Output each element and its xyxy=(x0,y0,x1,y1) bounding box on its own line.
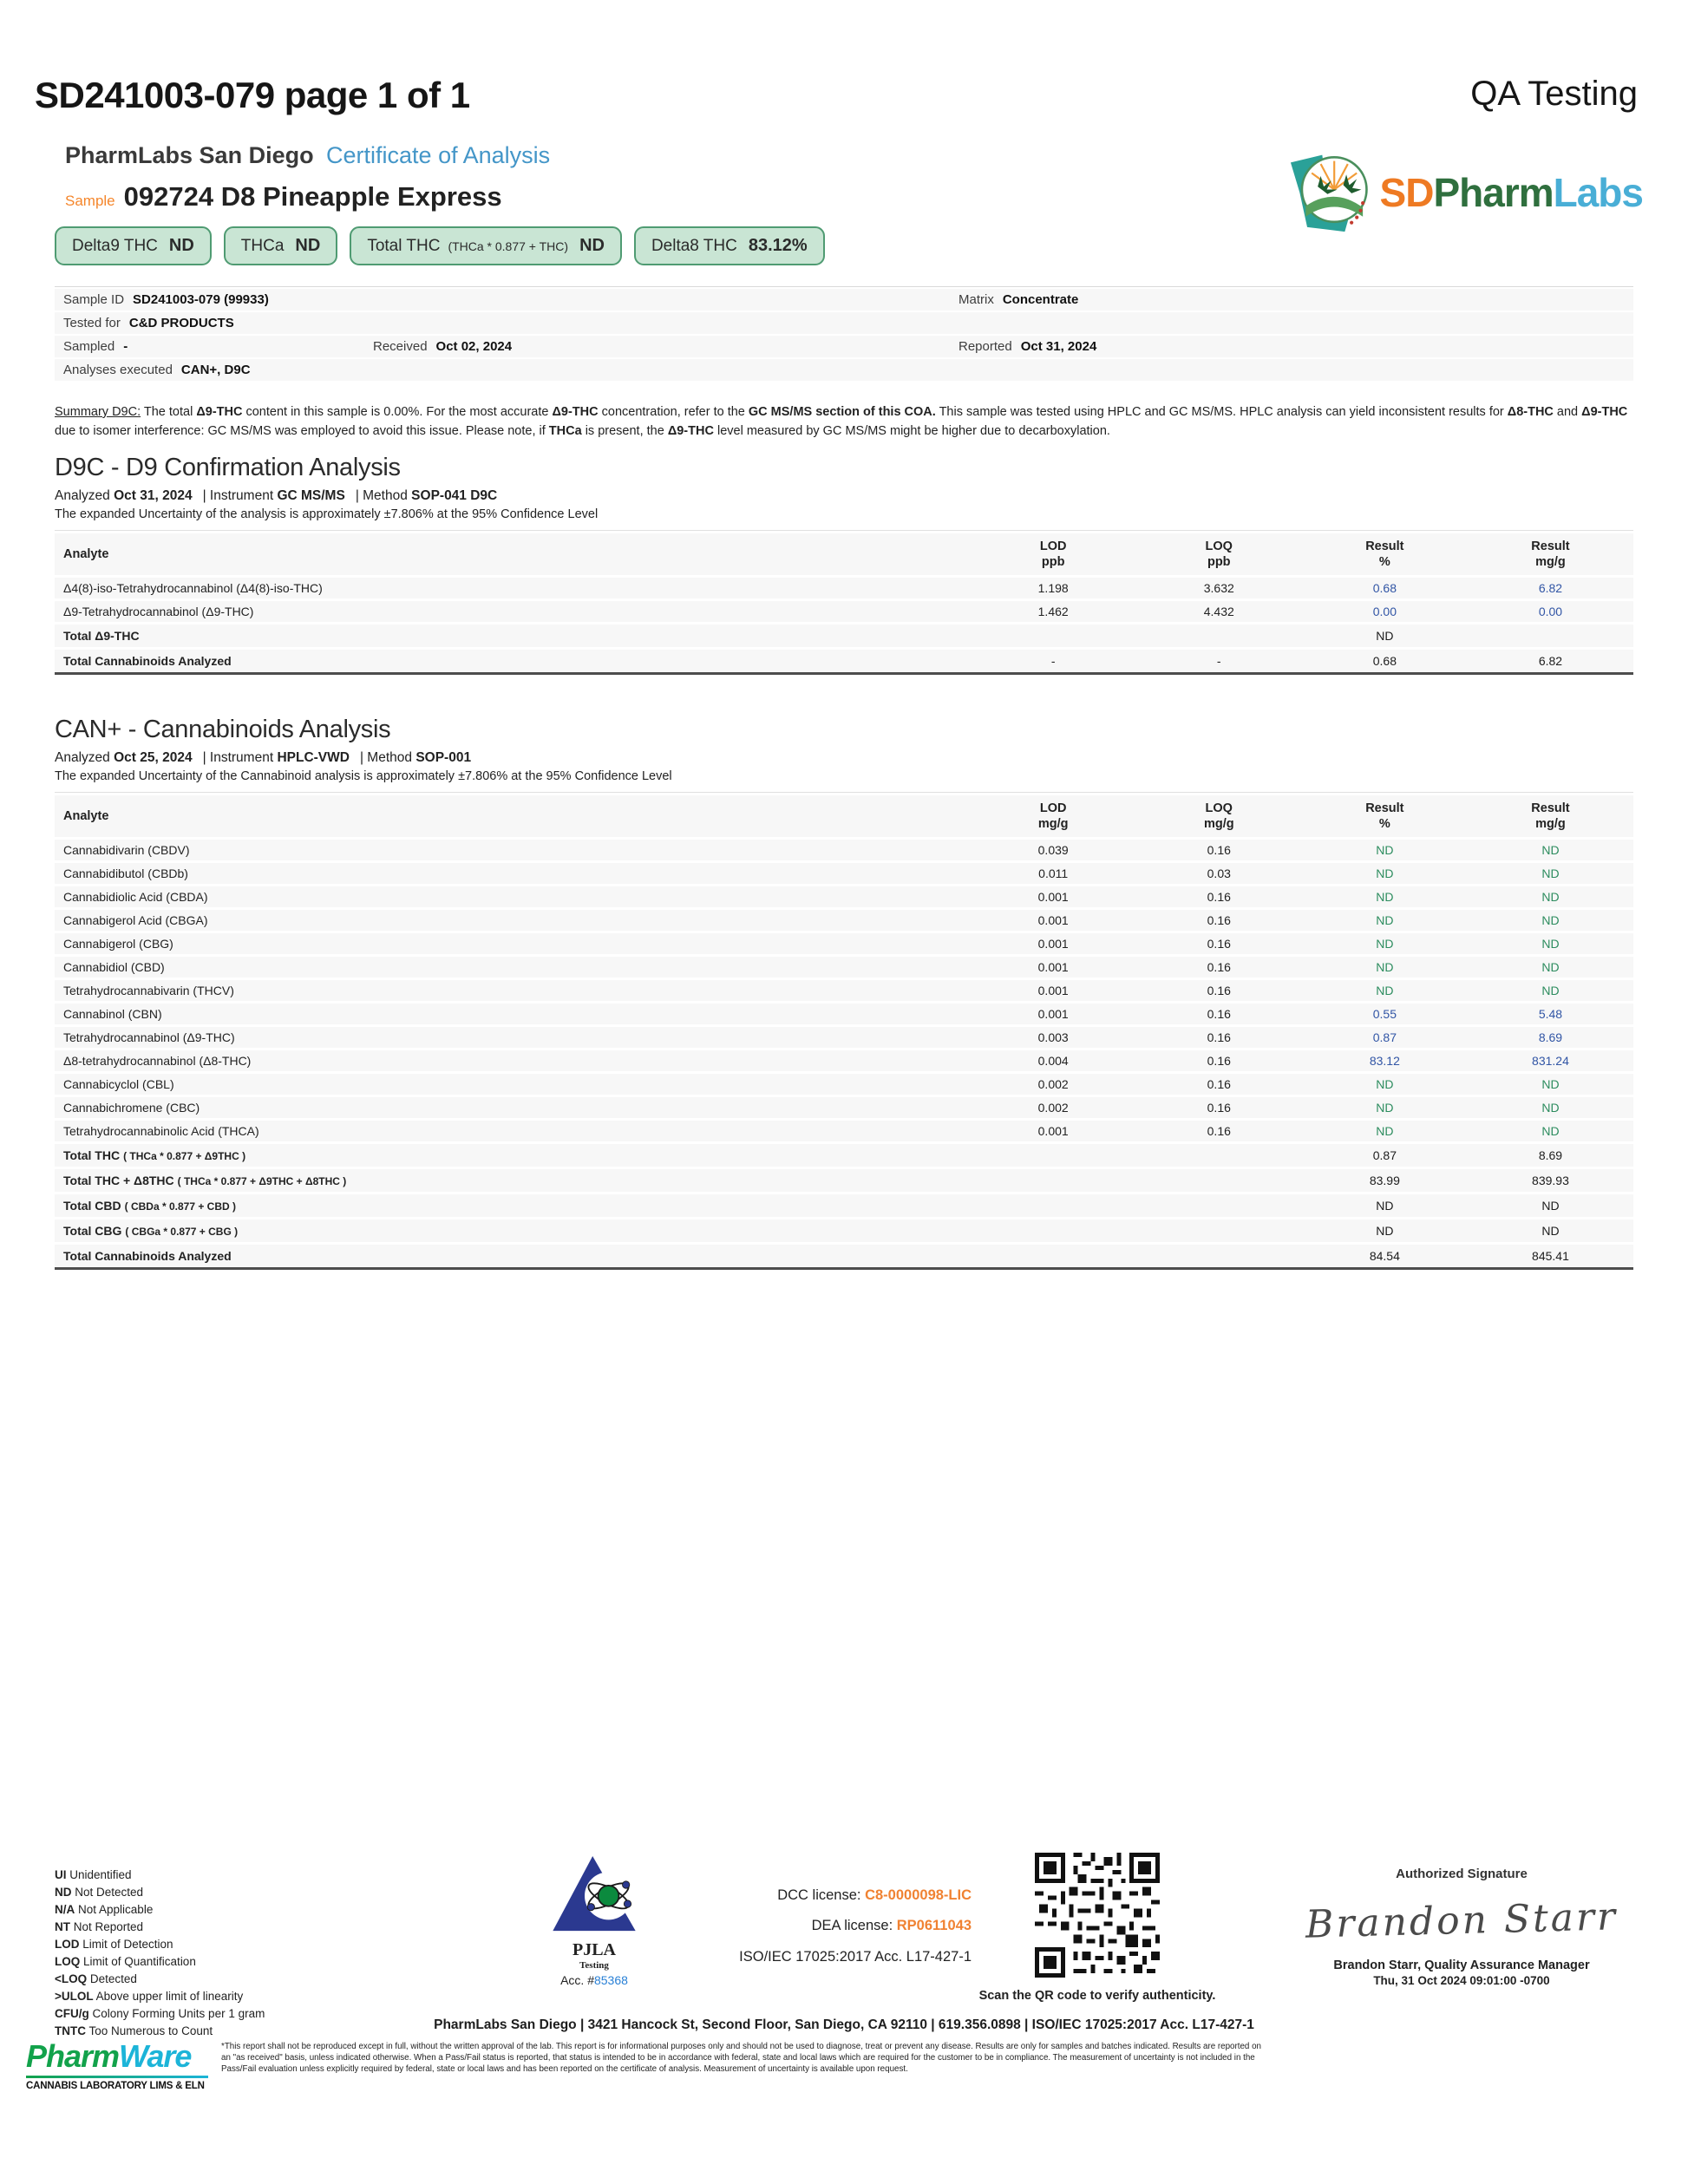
d9c-results-table xyxy=(55,530,1633,677)
result-mgg-cell xyxy=(1468,624,1633,647)
license-block xyxy=(642,1880,972,1972)
sdpharmlabs-emblem-icon xyxy=(1285,147,1375,238)
legend-text: Limit of Quantification xyxy=(83,1954,196,1968)
result-mgg-cell: 8.69 xyxy=(1468,1027,1633,1048)
reported-cell xyxy=(958,339,1096,354)
table-row xyxy=(55,1027,1633,1048)
loq-cell: 0.16 xyxy=(1136,957,1302,978)
analyte-name-cell: Cannabidibutol (CBDb) xyxy=(55,863,971,884)
badge-value: ND xyxy=(295,236,321,255)
result-mgg-cell: 0.00 xyxy=(1468,601,1633,622)
analyte-name-cell: Cannabigerol (CBG) xyxy=(55,933,971,954)
loq-cell: 0.16 xyxy=(1136,1050,1302,1071)
analyte-name-cell: Cannabinol (CBN) xyxy=(55,1004,971,1024)
legend-text: Above upper limit of linearity xyxy=(95,1989,244,2003)
sampled-label: Sampled xyxy=(63,339,115,354)
result-mgg-cell: ND xyxy=(1468,1194,1633,1217)
lod-cell: 0.001 xyxy=(971,910,1136,931)
summary-badge xyxy=(634,226,825,265)
summary-d9c-paragraph xyxy=(55,403,1633,441)
info-row-sample-id xyxy=(55,289,1633,311)
result-pct-cell: 0.87 xyxy=(1302,1144,1468,1167)
result-pct-cell: ND xyxy=(1302,840,1468,860)
can-results-table xyxy=(55,792,1633,1272)
reported-label: Reported xyxy=(958,339,1012,354)
analyte-name-cell: Total Cannabinoids Analyzed xyxy=(55,650,971,675)
loq-cell: 0.03 xyxy=(1136,863,1302,884)
qa-testing-label: QA Testing xyxy=(1470,75,1638,113)
analyses-value: CAN+, D9C xyxy=(180,363,251,377)
lod-cell: 0.001 xyxy=(971,980,1136,1001)
meta-label: Analyzed xyxy=(55,749,110,765)
sample-id-label: Sample ID xyxy=(63,292,125,307)
analyte-column-header: Analyte xyxy=(55,533,971,575)
meta-label: Analyzed xyxy=(55,487,110,503)
legend-text: Too Numerous to Count xyxy=(88,2024,213,2037)
loq-cell: 0.16 xyxy=(1136,1004,1302,1024)
summary-segment: Δ9-THC xyxy=(196,405,243,419)
table-row xyxy=(55,863,1633,884)
lod-cell: 1.198 xyxy=(971,578,1136,598)
result-mgg-cell: ND xyxy=(1468,863,1633,884)
lod-column-header: LOD mg/g xyxy=(971,795,1136,837)
legend-text: Not Detected xyxy=(75,1885,144,1899)
analyte-name-cell: Tetrahydrocannabinolic Acid (THCA) xyxy=(55,1121,971,1141)
d9c-meta-line xyxy=(55,488,1633,504)
lod-cell: 0.004 xyxy=(971,1050,1136,1071)
meta-value: SOP-041 D9C xyxy=(411,487,498,503)
can-section-title: CAN+ - Cannabinoids Analysis xyxy=(55,715,391,743)
analyte-name-cell: Tetrahydrocannabinol (Δ9-THC) xyxy=(55,1027,971,1048)
sdpharmlabs-logo xyxy=(1285,147,1643,238)
table-row xyxy=(55,1144,1633,1167)
result-mgg-cell: 831.24 xyxy=(1468,1050,1633,1071)
legend-row xyxy=(55,1901,265,1919)
result-pct-cell: ND xyxy=(1302,980,1468,1001)
summary-segment: concentration, refer to the xyxy=(598,405,749,419)
authorized-signature-label: Authorized Signature xyxy=(1396,1867,1528,1881)
report-disclaimer: *This report shall not be reproduced except in full, without the written approval of the lab. This report is for informational purposes only and should not be used to diagnose, treat or prevent any disease. Results are only for samples and batches indicated. Results are reported on an "as received" basis, unless indicated otherwise. When a Pass/Fail status is reported, that status is intended to be in accordance with federal, state and local laws which are required for the customer to be in compliance. The measurement of uncertainty is not included in the Pass/Fail evaluation unless explicitly required by federal, state or local laws and has been reported on the certificate of analysis. Measurement of uncertainty is available upon request. xyxy=(221,2042,1261,2074)
lod-cell xyxy=(971,1169,1136,1192)
badge-label: THCa xyxy=(240,237,285,255)
sampled-value: - xyxy=(123,339,128,354)
summary-segment: The total xyxy=(141,405,197,419)
loq-cell xyxy=(1136,1144,1302,1167)
lod-cell: 0.001 xyxy=(971,1121,1136,1141)
table-row xyxy=(55,650,1633,675)
can-header-row xyxy=(55,795,1633,837)
tested-for-value: C&D PRODUCTS xyxy=(128,316,234,330)
lod-cell xyxy=(971,624,1136,647)
result-pct-cell: ND xyxy=(1302,863,1468,884)
meta-pair xyxy=(55,750,193,765)
legend-row xyxy=(55,1936,265,1953)
summary-segment: Δ9-THC xyxy=(667,423,714,438)
meta-value: Oct 25, 2024 xyxy=(114,749,193,765)
summary-segment: This sample was tested using HPLC and GC MS/MS. HPLC analysis can yield inconsistent results for xyxy=(935,405,1508,419)
summary-badge xyxy=(350,226,622,265)
analyte-name-cell: Cannabigerol Acid (CBGA) xyxy=(55,910,971,931)
table-row xyxy=(55,910,1633,931)
analyte-name-cell: Cannabichromene (CBC) xyxy=(55,1097,971,1118)
result-mgg-cell: 5.48 xyxy=(1468,1004,1633,1024)
lod-cell: 0.002 xyxy=(971,1097,1136,1118)
dea-license-value: RP0611043 xyxy=(896,1918,972,1934)
received-label: Received xyxy=(373,339,428,354)
legend-row xyxy=(55,1867,265,1884)
table-row xyxy=(55,601,1633,622)
meta-pair xyxy=(360,750,471,765)
legend-row xyxy=(55,1919,265,1936)
result-mgg-cell: ND xyxy=(1468,840,1633,860)
table-row xyxy=(55,933,1633,954)
pjla-logo-icon xyxy=(546,1854,642,1934)
table-row xyxy=(55,1004,1633,1024)
signature-handwriting: Brandon Starr xyxy=(1305,1894,1619,1947)
table-row xyxy=(55,886,1633,907)
sample-label: Sample xyxy=(65,193,115,209)
result-mgg-cell: ND xyxy=(1468,933,1633,954)
lab-name: PharmLabs San Diego xyxy=(65,142,314,168)
loq-cell: 0.16 xyxy=(1136,933,1302,954)
result-pct-cell: ND xyxy=(1302,957,1468,978)
legend-text: Detected xyxy=(89,1971,137,1985)
loq-cell xyxy=(1136,1169,1302,1192)
legend-row xyxy=(55,1884,265,1901)
summary-segment: Summary D9C: xyxy=(55,405,141,419)
table-row xyxy=(55,1121,1633,1141)
received-value: Oct 02, 2024 xyxy=(435,339,513,354)
analyte-name-cell: Total Cannabinoids Analyzed xyxy=(55,1245,971,1270)
lod-cell: 0.001 xyxy=(971,957,1136,978)
table-row xyxy=(55,980,1633,1001)
info-row-tested-for xyxy=(55,312,1633,334)
certificate-label: Certificate of Analysis xyxy=(326,142,551,168)
badge-label: Total THC xyxy=(367,237,441,255)
pharmware-wordmark xyxy=(26,2038,208,2075)
result-mgg-cell: ND xyxy=(1468,1097,1633,1118)
meta-value: SOP-001 xyxy=(415,749,472,765)
result-mgg-cell: ND xyxy=(1468,1074,1633,1095)
legend-abbr: TNTC xyxy=(55,2024,86,2037)
result-pct-cell: ND xyxy=(1302,910,1468,931)
analyte-name-cell: Δ9-Tetrahydrocannabinol (Δ9-THC) xyxy=(55,601,971,622)
pharmware-pharm: Pharm xyxy=(26,2038,120,2074)
result-mgg-column-header: Result mg/g xyxy=(1468,533,1633,575)
legend-abbr: >ULOL xyxy=(55,1989,94,2003)
result-mgg-cell: 839.93 xyxy=(1468,1169,1633,1192)
tested-for-label: Tested for xyxy=(63,316,121,330)
table-row xyxy=(55,1245,1633,1270)
d9c-section-title: D9C - D9 Confirmation Analysis xyxy=(55,453,401,481)
legend-abbr: <LOQ xyxy=(55,1971,88,1985)
abbreviation-legend xyxy=(55,1867,265,2040)
meta-value: HPLC-VWD xyxy=(277,749,350,765)
table-row xyxy=(55,578,1633,598)
info-row-dates xyxy=(55,336,1633,357)
summary-segment: Δ9-THC xyxy=(552,405,599,419)
pharmware-logo xyxy=(26,2038,208,2091)
loq-cell: 0.16 xyxy=(1136,1097,1302,1118)
result-pct-cell: 0.68 xyxy=(1302,578,1468,598)
dcc-license-value: C8-0000098-LIC xyxy=(865,1887,972,1903)
result-pct-cell: 0.55 xyxy=(1302,1004,1468,1024)
analyte-column-header: Analyte xyxy=(55,795,971,837)
table-row xyxy=(55,1097,1633,1118)
legend-text: Not Reported xyxy=(73,1919,144,1933)
matrix-cell xyxy=(958,292,1078,307)
summary-segment: Δ9-THC xyxy=(1581,405,1628,419)
legend-text: Limit of Detection xyxy=(82,1937,173,1951)
result-mgg-cell: ND xyxy=(1468,957,1633,978)
badge-label: Delta8 THC xyxy=(651,237,737,255)
analyte-name-cell: Tetrahydrocannabivarin (THCV) xyxy=(55,980,971,1001)
summary-badge xyxy=(224,226,338,265)
qr-code xyxy=(1035,1853,1160,1978)
legend-text: Unidentified xyxy=(69,1868,132,1881)
table-row xyxy=(55,840,1633,860)
result-pct-cell: 84.54 xyxy=(1302,1245,1468,1270)
loq-cell: 0.16 xyxy=(1136,1121,1302,1141)
result-pct-cell: ND xyxy=(1302,886,1468,907)
legend-abbr: LOD xyxy=(55,1937,80,1951)
analyte-name-cell: Total THC ( THCa * 0.877 + Δ9THC ) xyxy=(55,1144,971,1167)
summary-segment: Δ8-THC xyxy=(1507,405,1554,419)
summary-segment: and xyxy=(1553,405,1582,419)
lod-cell: 0.002 xyxy=(971,1074,1136,1095)
loq-cell: 4.432 xyxy=(1136,601,1302,622)
badge-formula: (THCa * 0.877 + THC) xyxy=(448,239,569,253)
can-section xyxy=(55,716,1633,1272)
can-meta-line xyxy=(55,750,1633,766)
iso-accreditation-line: ISO/IEC 17025:2017 Acc. L17-427-1 xyxy=(739,1948,972,1965)
d9c-uncertainty-note: The expanded Uncertainty of the analysis is approximately ±7.806% at the 95% Confidence Level xyxy=(55,507,599,521)
lod-cell xyxy=(971,1194,1136,1217)
matrix-value: Concentrate xyxy=(1002,292,1079,307)
pharmware-underline xyxy=(26,2076,208,2078)
pjla-acc-value: 85368 xyxy=(593,1973,628,1987)
loq-column-header: LOQ mg/g xyxy=(1136,795,1302,837)
brand-pharm: Pharm xyxy=(1433,170,1554,215)
analyte-name-cell: Δ8-tetrahydrocannabinol (Δ8-THC) xyxy=(55,1050,971,1071)
loq-cell: 0.16 xyxy=(1136,886,1302,907)
result-mgg-cell: ND xyxy=(1468,886,1633,907)
signer-name-title: Brandon Starr, Quality Assurance Manager xyxy=(1333,1958,1590,1972)
summary-segment: GC MS/MS section of this COA. xyxy=(748,405,936,419)
result-pct-column-header: Result % xyxy=(1302,533,1468,575)
document-title: SD241003-079 page 1 of 1 xyxy=(35,75,470,115)
summary-segment: THCa xyxy=(548,423,582,438)
meta-label: | Method xyxy=(359,749,413,765)
legend-abbr: N/A xyxy=(55,1902,75,1916)
meta-pair xyxy=(203,750,350,765)
result-pct-cell: ND xyxy=(1302,933,1468,954)
analyte-name-cell: Cannabidiol (CBD) xyxy=(55,957,971,978)
meta-label: | Instrument xyxy=(202,487,274,503)
result-pct-cell: 0.68 xyxy=(1302,650,1468,675)
result-pct-cell: 0.00 xyxy=(1302,601,1468,622)
result-mgg-cell: ND xyxy=(1468,1220,1633,1242)
summary-segment: due to isomer interference: GC MS/MS was employed to avoid this issue. Please note, if xyxy=(55,423,549,438)
summary-segment: level measured by GC MS/MS might be higher due to decarboxylation. xyxy=(713,423,1110,438)
lod-cell: 0.001 xyxy=(971,933,1136,954)
dcc-license-line: DCC license: C8-0000098-LIC xyxy=(777,1887,972,1903)
lod-cell xyxy=(971,1220,1136,1242)
meta-pair xyxy=(356,488,497,503)
qr-verification xyxy=(963,1853,1232,2003)
legend-row xyxy=(55,1988,265,2005)
result-mgg-cell: 6.82 xyxy=(1468,650,1633,675)
analyses-label: Analyses executed xyxy=(63,363,173,377)
lod-cell xyxy=(971,1245,1136,1270)
analyte-name-cell: Cannabidivarin (CBDV) xyxy=(55,840,971,860)
page-header xyxy=(0,0,1688,116)
signature-block xyxy=(1275,1867,1648,1987)
result-mgg-cell: 6.82 xyxy=(1468,578,1633,598)
table-row xyxy=(55,1050,1633,1071)
sample-name: 092724 D8 Pineapple Express xyxy=(123,181,502,212)
summary-segment: is present, the xyxy=(581,423,668,438)
analyte-name-cell: Total CBG ( CBGa * 0.877 + CBG ) xyxy=(55,1220,971,1242)
analyte-name-cell: Total THC + Δ8THC ( THCa * 0.877 + Δ9THC + Δ8THC ) xyxy=(55,1169,971,1192)
reported-value: Oct 31, 2024 xyxy=(1020,339,1097,354)
table-row xyxy=(55,1169,1633,1192)
badge-value: 83.12% xyxy=(748,236,808,255)
pjla-sub: Testing xyxy=(579,1960,609,1971)
info-row-analyses xyxy=(55,359,1633,381)
result-mgg-cell: ND xyxy=(1468,910,1633,931)
result-pct-cell: ND xyxy=(1302,624,1468,647)
loq-cell xyxy=(1136,1245,1302,1270)
brand-sd: SD xyxy=(1379,170,1434,215)
legend-abbr: NT xyxy=(55,1919,70,1933)
loq-cell xyxy=(1136,1220,1302,1242)
result-mgg-cell: ND xyxy=(1468,980,1633,1001)
badge-value: ND xyxy=(168,236,194,255)
loq-cell: 0.16 xyxy=(1136,980,1302,1001)
pharmware-tagline: CANNABIS LABORATORY LIMS & ELN xyxy=(26,2081,205,2091)
loq-cell: 0.16 xyxy=(1136,910,1302,931)
loq-cell xyxy=(1136,1194,1302,1217)
legend-text: Not Applicable xyxy=(78,1902,154,1916)
received-cell xyxy=(373,339,512,354)
result-mgg-cell: 845.41 xyxy=(1468,1245,1633,1270)
lod-cell: 0.001 xyxy=(971,1004,1136,1024)
d9c-header-row xyxy=(55,533,1633,575)
result-pct-cell: 83.99 xyxy=(1302,1169,1468,1192)
loq-column-header: LOQ ppb xyxy=(1136,533,1302,575)
pjla-accreditation-number: Acc. #85368 xyxy=(560,1973,628,1987)
result-mgg-column-header: Result mg/g xyxy=(1468,795,1633,837)
analyte-name-cell: Δ4(8)-iso-Tetrahydrocannabinol (Δ4(8)-iso-THC) xyxy=(55,578,971,598)
loq-cell: 0.16 xyxy=(1136,840,1302,860)
loq-cell xyxy=(1136,624,1302,647)
matrix-label: Matrix xyxy=(958,292,994,307)
meta-value: GC MS/MS xyxy=(277,487,345,503)
analyte-name-cell: Total CBD ( CBDa * 0.877 + CBD ) xyxy=(55,1194,971,1217)
lod-cell: 0.001 xyxy=(971,886,1136,907)
legend-abbr: LOQ xyxy=(55,1954,81,1968)
lod-cell: 0.039 xyxy=(971,840,1136,860)
can-uncertainty-note: The expanded Uncertainty of the Cannabinoid analysis is approximately ±7.806% at the 95% Confidence Level xyxy=(55,768,672,783)
legend-row xyxy=(55,1953,265,1971)
pharmware-ware: Ware xyxy=(119,2038,192,2074)
analyte-name-cell: Cannabicyclol (CBL) xyxy=(55,1074,971,1095)
brand-labs: Labs xyxy=(1553,170,1643,215)
loq-cell: - xyxy=(1136,650,1302,675)
sdpharmlabs-wordmark xyxy=(1380,169,1643,216)
legend-text: Colony Forming Units per 1 gram xyxy=(92,2006,265,2020)
table-row xyxy=(55,1074,1633,1095)
result-pct-cell: 83.12 xyxy=(1302,1050,1468,1071)
pjla-name: PJLA xyxy=(572,1940,616,1959)
result-mgg-cell: ND xyxy=(1468,1121,1633,1141)
loq-cell: 0.16 xyxy=(1136,1074,1302,1095)
result-mgg-cell: 8.69 xyxy=(1468,1144,1633,1167)
loq-cell: 3.632 xyxy=(1136,578,1302,598)
result-pct-cell: ND xyxy=(1302,1220,1468,1242)
lod-cell: 0.003 xyxy=(971,1027,1136,1048)
table-row xyxy=(55,1194,1633,1217)
loq-cell: 0.16 xyxy=(1136,1027,1302,1048)
result-pct-cell: ND xyxy=(1302,1074,1468,1095)
badge-value: ND xyxy=(579,236,605,255)
dea-license-line: DEA license: RP0611043 xyxy=(811,1918,972,1934)
sample-id-value: SD241003-079 (99933) xyxy=(133,292,269,307)
table-row xyxy=(55,957,1633,978)
meta-label: | Method xyxy=(355,487,408,503)
lod-cell: - xyxy=(971,650,1136,675)
legend-abbr: UI xyxy=(55,1868,67,1881)
table-row xyxy=(55,624,1633,647)
lod-cell xyxy=(971,1144,1136,1167)
signature-date: Thu, 31 Oct 2024 09:01:00 -0700 xyxy=(1373,1974,1550,1987)
lod-column-header: LOD ppb xyxy=(971,533,1136,575)
legend-row xyxy=(55,1971,265,1988)
meta-pair xyxy=(203,488,345,503)
meta-label: | Instrument xyxy=(202,749,274,765)
summary-segment: content in this sample is 0.00%. For the most accurate xyxy=(242,405,553,419)
result-pct-cell: ND xyxy=(1302,1097,1468,1118)
badge-label: Delta9 THC xyxy=(72,237,158,255)
analyte-name-cell: Cannabidiolic Acid (CBDA) xyxy=(55,886,971,907)
meta-pair xyxy=(55,488,193,503)
analyte-name-cell: Total Δ9-THC xyxy=(55,624,971,647)
result-pct-cell: ND xyxy=(1302,1194,1468,1217)
result-pct-cell: 0.87 xyxy=(1302,1027,1468,1048)
result-pct-cell: ND xyxy=(1302,1121,1468,1141)
lod-cell: 0.011 xyxy=(971,863,1136,884)
qr-caption: Scan the QR code to verify authenticity. xyxy=(978,1989,1216,2003)
legend-abbr: ND xyxy=(55,1885,72,1899)
table-row xyxy=(55,1220,1633,1242)
result-pct-column-header: Result % xyxy=(1302,795,1468,837)
d9c-section xyxy=(55,454,1633,677)
lod-cell: 1.462 xyxy=(971,601,1136,622)
lab-address-line: PharmLabs San Diego | 3421 Hancock St, Second Floor, San Diego, CA 92110 | 619.356.0898 | ISO/IEC 17025:2017 Acc. L17-427-1 xyxy=(434,2017,1254,2032)
legend-abbr: CFU/g xyxy=(55,2006,89,2020)
meta-value: Oct 31, 2024 xyxy=(114,487,193,503)
sample-info-table xyxy=(55,286,1633,381)
summary-badge xyxy=(55,226,212,265)
